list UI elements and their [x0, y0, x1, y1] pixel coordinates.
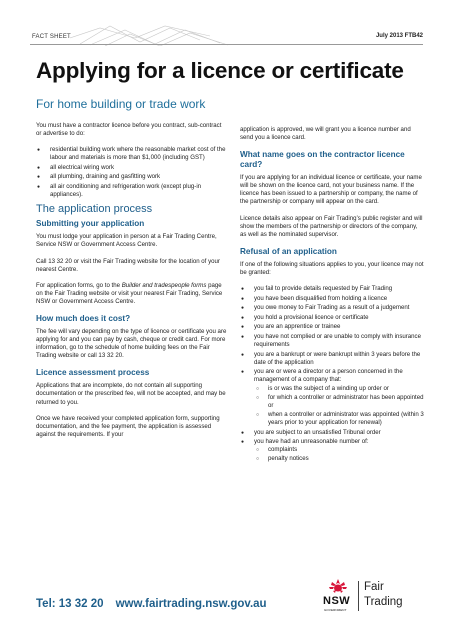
intro-paragraph: You must have a contractor licence before you contract, sub-contract or advertise to do: [36, 122, 222, 138]
continued-paragraph: application is approved, we will grant you a licence number and send you a licence card. [240, 126, 411, 142]
fair-wordmark: Fair [364, 581, 384, 593]
company-sublist [254, 385, 424, 427]
forms-paragraph [36, 282, 228, 306]
page-subtitle: For home building or trade work [36, 97, 206, 111]
header-decoration [70, 24, 230, 46]
submit-paragraph-2: Call 13 32 20 or visit the Fair Trading website for the location of your nearest Centre. [36, 257, 220, 273]
list-item: ● all air conditioning and refrigeration work (except plug-in appliances). [36, 183, 228, 199]
list-item: ● you are subject to an unsatisfied Tribunal order [240, 429, 424, 437]
list-item [240, 368, 424, 427]
list-item: ● you are a bankrupt or were bankrupt within 3 years before the date of the application [240, 351, 424, 367]
refusal-intro: If one of the following situations applies to you, your licence may not be granted: [240, 260, 424, 276]
right-column [240, 126, 424, 469]
date-code: July 2013 FTB42 [375, 33, 423, 39]
footer-website-link[interactable]: www.fairtrading.nsw.gov.au [115, 598, 267, 610]
list-item: ● you owe money to Fair Trading as a result of a judgement [240, 304, 424, 312]
list-item: ● you have been disqualified from holding a licence [240, 295, 424, 303]
unreasonable-sublist [254, 446, 424, 463]
nsw-fair-trading-logo [323, 578, 431, 614]
footer-contact [36, 598, 267, 610]
heading-refusal: Refusal of an application [240, 246, 337, 256]
forms-text-before: For application forms, go to the [36, 281, 122, 289]
sublist-item: ○ complaints [254, 446, 424, 454]
left-column [36, 122, 228, 447]
sublist-item: ○ penalty notices [254, 455, 424, 463]
logo-divider [358, 581, 359, 611]
forms-page-link[interactable]: Builder and tradespeople forms [121, 281, 207, 289]
header-divider [30, 44, 423, 45]
submit-paragraph-1: You must lodge your application in person at a Fair Trading Centre, Service NSW or Government Access Centre. [36, 233, 217, 249]
assess-paragraph-1: Applications that are incomplete, do not contain all supporting documentation or the prescribed fee, will not be accepted, and may be returned to you. [36, 382, 226, 406]
footer-phone[interactable]: Tel: 13 32 20 [36, 598, 104, 610]
list-item: ● residential building work where the reasonable market cost of the labour and materials is more than $1,000 (including GST) [36, 146, 228, 162]
list-item: ● you are an apprentice or trainee [240, 323, 424, 331]
nsw-wordmark: NSW [323, 595, 351, 607]
forms-text-after: page on the Fair Trading website or visit your nearest Fair Trading, Service NSW or Government Access Centre. [36, 281, 223, 305]
section-heading-process: The application process [36, 203, 153, 216]
waratah-icon [327, 578, 349, 594]
sublist-item: ○ for which a controller or administrator has been appointed or [254, 394, 424, 410]
name-paragraph-1: If you are applying for an individual licence or certificate, your name will be shown on the licence card, not your business name. If the licence has been issued to a partnership or company, the name of the partnership or company will appear on the card. [240, 174, 422, 206]
cost-paragraph: The fee will vary depending on the type of licence or certificate you are applying for and you can pay by cash, cheque or credit card. For more information, go to the schedule of home building fees on the Fair Trading website or call 13 32 20. [36, 328, 227, 360]
list-item: ● all electrical wiring work [36, 164, 228, 172]
trading-wordmark: Trading [364, 596, 403, 608]
sublist-item: ○ is or was the subject of a winding up order or [254, 385, 424, 393]
list-item [240, 438, 424, 463]
header-band [30, 24, 423, 42]
work-types-list [36, 146, 228, 199]
list-item-text: you have had an unreasonable number of: [254, 438, 369, 446]
government-wordmark: GOVERNMENT [324, 608, 347, 612]
list-item-text: you are or were a director or a person concerned in the management of a company that: [254, 368, 403, 384]
refusal-list [240, 285, 424, 463]
heading-licence-name: What name goes on the contractor licence card? [240, 150, 405, 170]
list-item: ● you fail to provide details requested by Fair Trading [240, 285, 424, 293]
assess-paragraph-2: Once we have received your completed application form, supporting documentation, and the fee payment, the application is assessed against the requirements. If your [36, 414, 220, 438]
list-item: ● you have not complied or are unable to comply with insurance requirements [240, 333, 424, 349]
name-paragraph-2: Licence details also appear on Fair Trading’s public register and will show the members of the partnership or directors of the company, as well as the nominated supervisor. [240, 214, 423, 238]
heading-cost: How much does it cost? [36, 314, 131, 323]
list-item: ● you hold a provisional licence or certificate [240, 314, 424, 322]
list-item: ● all plumbing, draining and gasfitting work [36, 173, 228, 181]
sublist-item: ○ when a controller or administrator was appointed (within 3 years prior to your application for renewal) [254, 411, 424, 427]
heading-submitting: Submitting your application [36, 219, 145, 229]
page-title: Applying for a licence or certificate [36, 58, 404, 83]
heading-assessment: Licence assessment process [36, 368, 150, 378]
fact-sheet-label: FACT SHEET [32, 34, 71, 40]
